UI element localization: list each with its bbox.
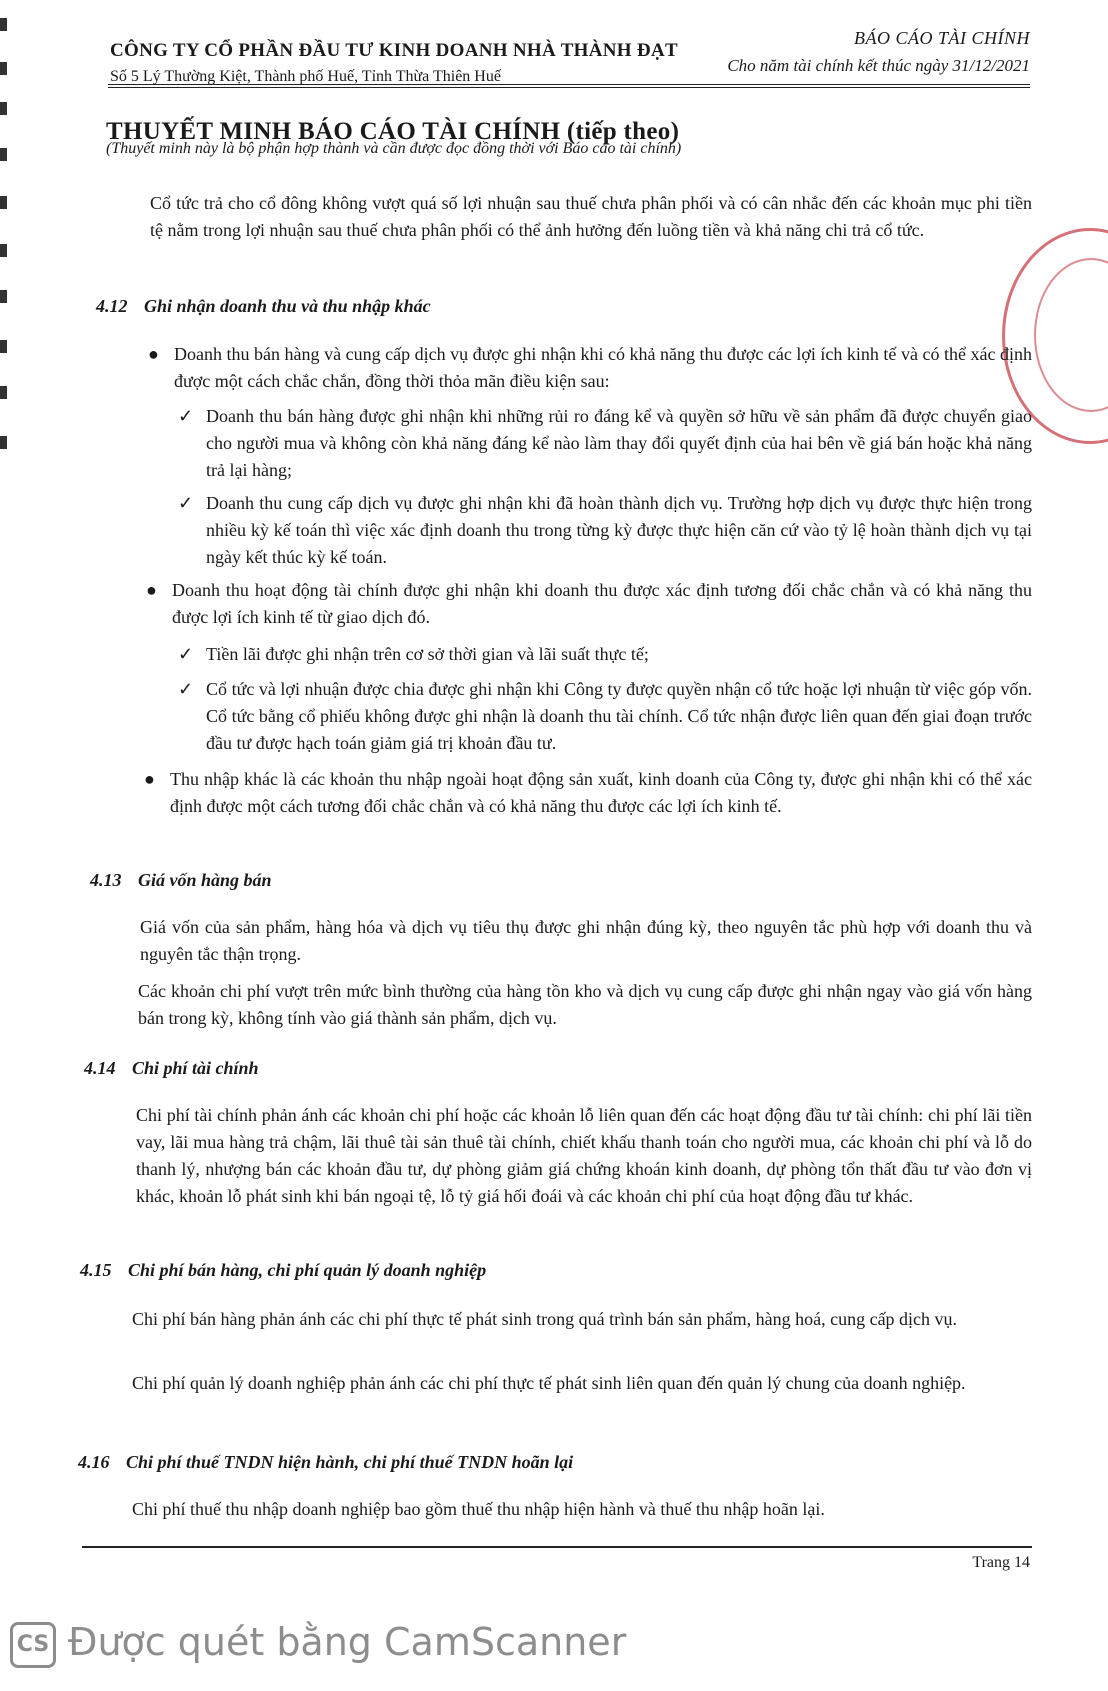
check-text: Doanh thu cung cấp dịch vụ được ghi nhận khi đã hoàn thành dịch vụ. Trường hợp dịch vụ được thực hiện trong nhiều kỳ kế toán thì việc xác định doanh thu trong từng kỳ được thực hiện căn cứ vào tỷ lệ hoàn thành dịch vụ tại ngày kết thúc kỳ kế toán. [206, 493, 1032, 567]
header-rule [108, 84, 1030, 85]
section-paragraph: Các khoản chi phí vượt trên mức bình thường của hàng tồn kho và dịch vụ cung cấp được ghi nhận ngay vào giá vốn hàng bán trong kỳ, không tính vào giá thành sản phẩm, dịch vụ. [138, 981, 1032, 1028]
section-paragraph: Chi phí quản lý doanh nghiệp phản ánh các chi phí thực tế phát sinh liên quan đến quản lý chung của doanh nghiệp. [132, 1373, 966, 1393]
section-number: 4.13 [90, 870, 122, 890]
document-subtitle: (Thuyết minh này là bộ phận hợp thành và cần được đọc đồng thời với Báo cáo tài chính) [106, 140, 682, 157]
section-number: 4.14 [84, 1058, 116, 1078]
section-title: Ghi nhận doanh thu và thu nhập khác [144, 296, 431, 316]
dividend-paragraph: Cổ tức trả cho cổ đông không vượt quá số lợi nhuận sau thuế chưa phân phối và có cân nhắc đến các khoản mục phi tiền tệ nằm trong lợi nhuận sau thuế chưa phân phối có thể ảnh hưởng đến luồng tiền và khả năng chi trả cổ tức. [150, 193, 1032, 240]
page-number: Trang 14 [972, 1554, 1030, 1571]
camscanner-watermark [10, 1620, 710, 1672]
report-title: BÁO CÁO TÀI CHÍNH [854, 28, 1030, 48]
check-item [178, 641, 1032, 668]
report-period: Cho năm tài chính kết thúc ngày 31/12/2021 [727, 56, 1030, 75]
check-text: Tiền lãi được ghi nhận trên cơ sở thời gian và lãi suất thực tế; [206, 644, 649, 664]
section-heading [80, 1260, 486, 1281]
bullet-item [146, 577, 1032, 631]
section-number: 4.15 [80, 1260, 112, 1280]
bullet-item [148, 341, 1032, 395]
company-name: CÔNG TY CỔ PHẦN ĐẦU TƯ KINH DOANH NHÀ THÀNH ĐẠT [110, 40, 678, 61]
section-title: Chi phí thuế TNDN hiện hành, chi phí thuế TNDN hoãn lại [126, 1452, 574, 1472]
bullet-text: Doanh thu hoạt động tài chính được ghi nhận khi doanh thu được xác định tương đối chắc chắn và có khả năng thu được lợi ích kinh tế từ giao dịch đó. [172, 580, 1032, 627]
bullet-icon: ● [148, 344, 159, 364]
bullet-text: Thu nhập khác là các khoản thu nhập ngoài hoạt động sản xuất, kinh doanh của Công ty, được ghi nhận khi có thể xác định được một cách tương đối chắc chắn và có khả năng thu được các lợi ích kinh tế. [170, 769, 1032, 816]
check-item [178, 490, 1032, 571]
checkmark-icon: ✓ [178, 679, 194, 699]
footer-rule [82, 1546, 1032, 1548]
check-item [178, 676, 1032, 757]
page-header [110, 28, 1030, 84]
company-address: Số 5 Lý Thường Kiệt, Thành phố Huế, Tỉnh Thừa Thiên Huế [110, 68, 501, 85]
bullet-item [144, 766, 1032, 820]
section-heading [84, 1058, 259, 1079]
section-paragraph: Chi phí thuế thu nhập doanh nghiệp bao gồm thuế thu nhập hiện hành và thuế thu nhập hoãn lại. [132, 1499, 825, 1519]
section-paragraph: Chi phí bán hàng phản ánh các chi phí thực tế phát sinh trong quá trình bán sản phẩm, hàng hoá, cung cấp dịch vụ. [132, 1309, 958, 1329]
watermark-text: Được quét bằng CamScanner [68, 1620, 627, 1664]
document-title: THUYẾT MINH BÁO CÁO TÀI CHÍNH (tiếp theo) [106, 118, 680, 145]
section-paragraph: Chi phí tài chính phản ánh các khoản chi phí hoặc các khoản lỗ liên quan đến các hoạt động đầu tư tài chính: chi phí lãi tiền vay, lãi mua hàng trả chậm, lãi thuê tài sản thuê tài chính, chiết khấu thanh toán cho người mua, các khoản chi phí và lỗ do thanh lý, nhượng bán các khoản đầu tư, dự phòng giảm giá chứng khoán kinh doanh, dự phòng tổn thất đầu tư vào đơn vị khác, khoản lỗ phát sinh khi bán ngoại tệ, lỗ tỷ giá hối đoái và các khoản chi phí của hoạt động đầu tư khác. [136, 1105, 1032, 1206]
bullet-icon: ● [146, 580, 157, 600]
section-title: Giá vốn hàng bán [138, 870, 272, 890]
section-number: 4.16 [78, 1452, 110, 1472]
section-heading [78, 1452, 573, 1473]
checkmark-icon: ✓ [178, 644, 194, 664]
bullet-icon: ● [144, 769, 155, 789]
section-number: 4.12 [96, 296, 128, 316]
section-heading [90, 870, 272, 891]
checkmark-icon: ✓ [178, 493, 194, 513]
section-title: Chi phí tài chính [132, 1058, 259, 1078]
bullet-text: Doanh thu bán hàng và cung cấp dịch vụ được ghi nhận khi có khả năng thu được các lợi ích kinh tế và có thể xác định được một cách chắc chắn, đồng thời thỏa mãn điều kiện sau: [174, 344, 1032, 391]
check-item [178, 403, 1032, 484]
section-heading [96, 296, 431, 317]
section-paragraph: Giá vốn của sản phẩm, hàng hóa và dịch vụ tiêu thụ được ghi nhận đúng kỳ, theo nguyên tắc phù hợp với doanh thu và nguyên tắc thận trọng. [140, 917, 1032, 964]
check-text: Cổ tức và lợi nhuận được chia được ghi nhận khi Công ty được quyền nhận cổ tức hoặc lợi nhuận từ việc góp vốn. Cổ tức bằng cổ phiếu không được ghi nhận là doanh thu tài chính. Cổ tức nhận được liên quan đến giai đoạn trước đầu tư được hạch toán giảm giá trị khoản đầu tư. [206, 679, 1032, 753]
header-rule-double [108, 87, 1030, 88]
section-title: Chi phí bán hàng, chi phí quản lý doanh nghiệp [128, 1260, 487, 1280]
check-text: Doanh thu bán hàng được ghi nhận khi những rủi ro đáng kể và quyền sở hữu về sản phẩm đã được chuyển giao cho người mua và không còn khả năng đáng kể nào làm thay đổi quyết định của hai bên về giá bán hoặc khả năng trả lại hàng; [206, 406, 1032, 480]
camscanner-logo-icon: CS [10, 1622, 56, 1668]
checkmark-icon: ✓ [178, 406, 194, 426]
